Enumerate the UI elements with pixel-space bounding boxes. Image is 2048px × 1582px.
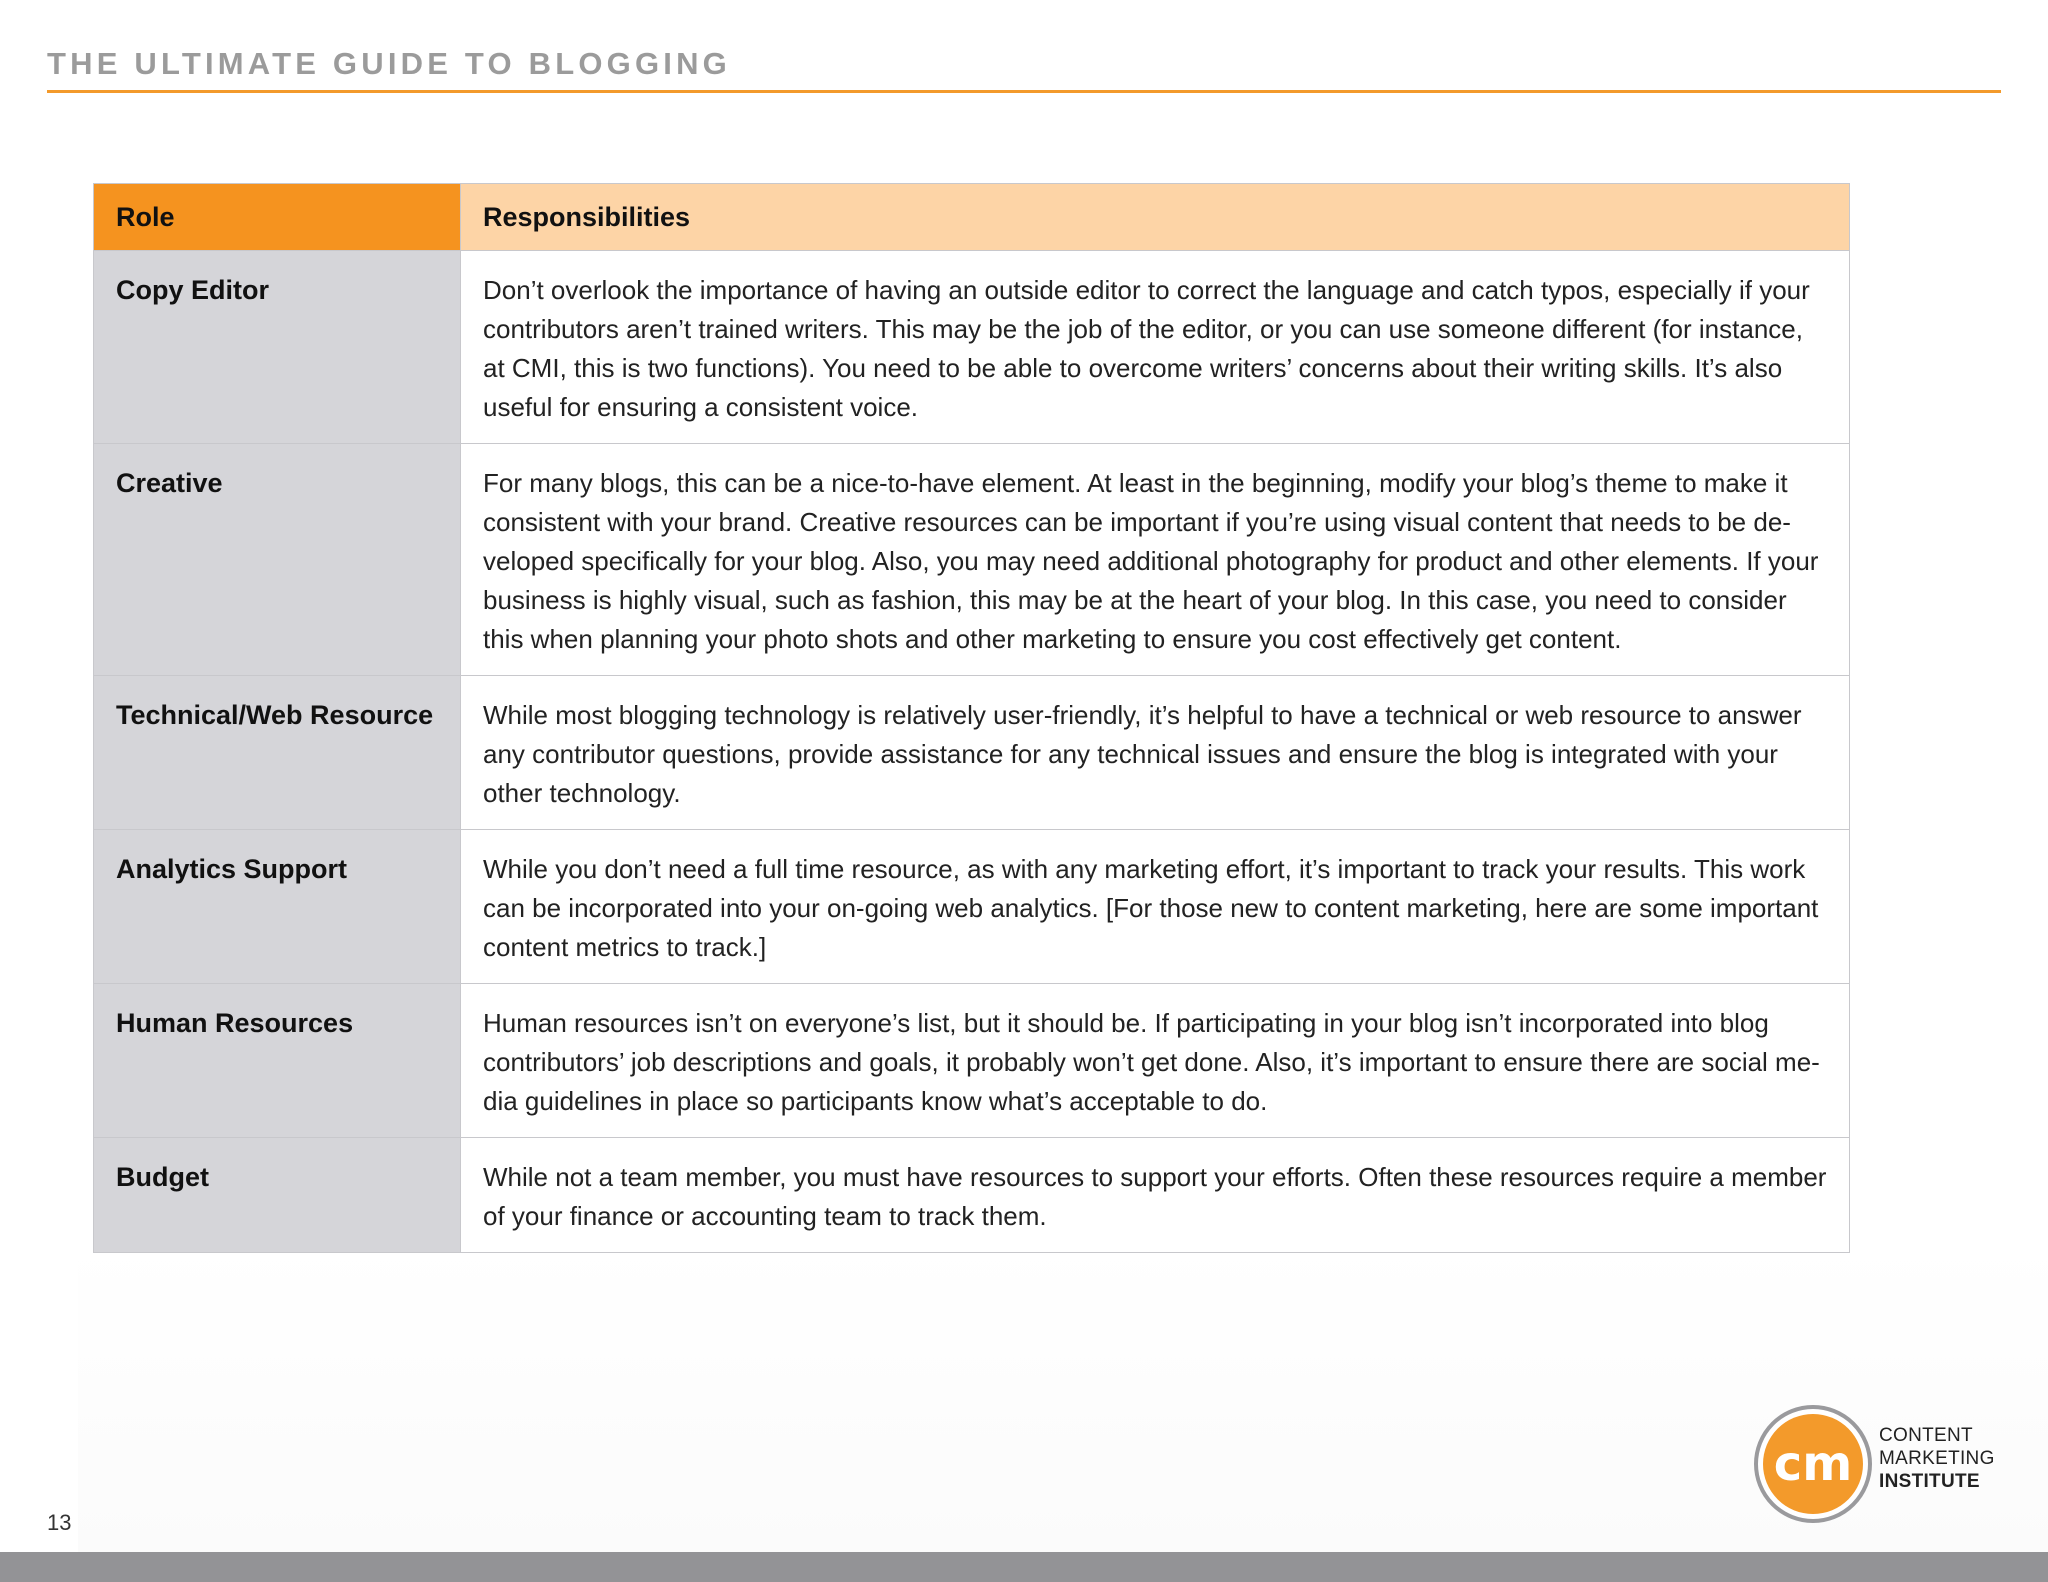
logo-line-institute: INSTITUTE bbox=[1879, 1471, 1980, 1492]
document-header-title: THE ULTIMATE GUIDE TO BLOGGING bbox=[47, 46, 731, 81]
table-row bbox=[94, 251, 1850, 444]
table-row bbox=[94, 984, 1850, 1138]
table-row bbox=[94, 444, 1850, 676]
role-cell: Analytics Support bbox=[94, 830, 461, 984]
column-header-responsibilities: Responsibilities bbox=[461, 184, 1850, 251]
responsibilities-cell: Don’t overlook the importance of having an outside editor to correct the language and catch typos, especially if your contributors aren’t trained writers. This may be the job of the editor, or you can use someone different (for instance, at CMI, this is two functions). You need to be able to overcome writers’ concerns about their writing skills. It’s also useful for ensuring a consistent voice. bbox=[461, 251, 1850, 444]
role-cell: Creative bbox=[94, 444, 461, 676]
table-row bbox=[94, 676, 1850, 830]
responsibilities-cell: For many blogs, this can be a nice-to-have element. At least in the beginning, modify your blog’s theme to make it consistent with your brand. Creative resources can be important if you’re using visual content that needs to be de-veloped specifically for your blog. Also, you may need additional photography for product and other elements. If your business is highly visual, such as fashion, this may be at the heart of your blog. In this case, you need to consider this when planning your photo shots and other marketing to ensure you cost effectively get content. bbox=[461, 444, 1850, 676]
table-row bbox=[94, 830, 1850, 984]
cmi-logo-mark-text: cm bbox=[1773, 1436, 1853, 1492]
responsibilities-cell: While most blogging technology is relatively user-friendly, it’s helpful to have a technical or web resource to answer any contributor questions, provide assistance for any technical issues and ensure the blog is integrated with your other technology. bbox=[461, 676, 1850, 830]
header-divider bbox=[47, 90, 2001, 93]
logo-line-marketing: MARKETING bbox=[1879, 1448, 1995, 1469]
table-row bbox=[94, 1138, 1850, 1253]
responsibilities-cell: Human resources isn’t on everyone’s list, but it should be. If participating in your blog isn’t incorporated into blog contributors’ job descriptions and goals, it probably won’t get done. Also, it’s important to ensure there are social me-dia guidelines in place so participants know what’s acceptable to do. bbox=[461, 984, 1850, 1138]
cmi-logo-mark-icon bbox=[1752, 1402, 1874, 1524]
role-cell: Budget bbox=[94, 1138, 461, 1253]
role-cell: Human Resources bbox=[94, 984, 461, 1138]
roles-table bbox=[93, 183, 1850, 1253]
responsibilities-cell: While not a team member, you must have resources to support your efforts. Often these resources require a member of your finance or accounting team to track them. bbox=[461, 1138, 1850, 1253]
page-number: 13 bbox=[47, 1510, 72, 1535]
logo-line-content: CONTENT bbox=[1879, 1425, 1973, 1446]
content-marketing-institute-logo bbox=[1752, 1402, 2037, 1528]
cmi-logo-wordmark bbox=[1879, 1424, 1995, 1493]
role-cell: Technical/Web Resource bbox=[94, 676, 461, 830]
footer-bar bbox=[0, 1552, 2048, 1582]
table-header-row bbox=[94, 184, 1850, 251]
column-header-role: Role bbox=[94, 184, 461, 251]
responsibilities-cell: While you don’t need a full time resource, as with any marketing effort, it’s important to track your results. This work can be incorporated into your on-going web analytics. [For those new to content marketing, here are some important content metrics to track.] bbox=[461, 830, 1850, 984]
role-cell: Copy Editor bbox=[94, 251, 461, 444]
